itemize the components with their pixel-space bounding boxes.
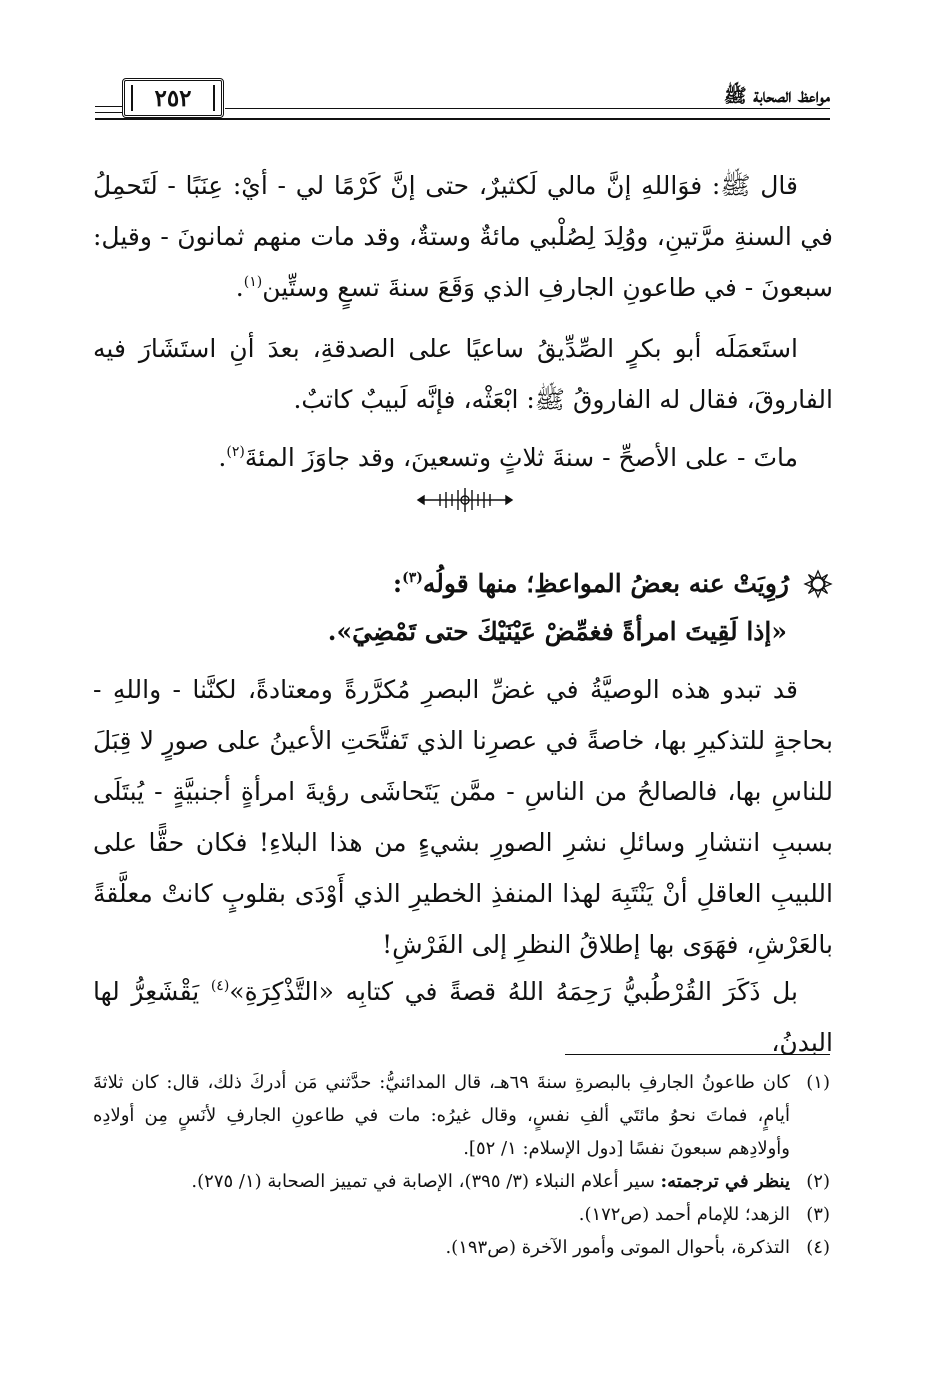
footnote-ref[interactable]: (٢) — [226, 444, 245, 460]
footnote-number: (٤) — [806, 1237, 830, 1258]
page-header — [95, 70, 830, 130]
quoted-saying: «إذا لَقِيتَ امرأةً فغمِّضْ عَيْنَيْكَ حتى تَمْضِيَ». — [327, 617, 787, 646]
footnote-separator — [565, 1054, 830, 1055]
footnote-2 — [93, 1165, 830, 1198]
punctuation: : — [392, 569, 403, 598]
section-divider-ornament-icon — [410, 486, 520, 514]
punctuation: . — [218, 443, 227, 472]
page-number: ٢٥٢ — [154, 84, 192, 112]
footnote-text — [93, 1165, 790, 1198]
footnotes — [93, 1066, 830, 1264]
running-title: مواعظ الصحابة ﷺ — [723, 85, 830, 107]
header-rule — [95, 106, 122, 107]
flower-bullet-icon — [803, 569, 833, 599]
footnote-text: التذكرة، بأحوال الموتى وأمور الآخرة (ص١٩٣). — [445, 1237, 790, 1258]
footnote-text: كان طاعونُ الجارفِ بالبصرةِ سنةَ ٦٩هـ، قال المدائنيُّ: حدَّثني مَن أدركَ ذلك، قال: كان ثلاثةَ أيامٍ، فماتَ نحوُ مائتَي ألفِ نفسٍ، وقال غيرُه: مات في طاعونِ الجارفِ لأنَسٍ مِن أولادِه وأولادِهم سبعونَ نفسًا [دول الإسلام: ١/ ٥٢]. — [93, 1072, 791, 1159]
paragraph-text: ماتَ - على الأصحِّ - سنةَ ثلاثٍ وتسعينَ، وقد جاوَزَ المئةَ — [244, 443, 798, 472]
footnote-number: (٢) — [806, 1171, 830, 1192]
footnote-ref[interactable]: (١) — [243, 274, 263, 290]
punctuation: . — [235, 273, 244, 302]
page-number-frame — [122, 78, 224, 118]
lead-text: رُوِيَتْ عنه بعضُ المواعظِ؛ منها قولُه — [422, 569, 789, 598]
paragraph-text: قال ﷺ: فوَاللهِ إنَّ مالي لَكثيرٌ، حتى إنَّ كَرْمًا لي - أيْ: عِنَبًا - لَتَحمِلُ في السنةِ مرَّتينِ، ووُلِدَ لِصُلْبي مائةٌ وستةٌ، وقد مات منهم ثمانونَ - وقيل: سبعونَ - في طاعونِ الجارفِ الذي وَقَعَ سنةَ تسعٍ وستِّين — [93, 171, 833, 302]
paragraph-text: قد تبدو هذه الوصيَّةُ في غضِّ البصرِ مُكرَّرةً ومعتادةً، لكنَّنا - واللهِ - بحاجةٍ للتذكيرِ بها، خاصةً في عصرِنا الذي تَفتَّحَتِ الأعينُ على صورٍ لا قِبَلَ للناسِ بها، فالصالحُ من الناسِ - ممَّن يَتَحاشَى رؤيةَ امرأةٍ أجنبيَّةٍ - يُبتَلَى بسببِ انتشارِ وسائلِ نشرِ الصورِ بشيءٍ من هذا البلاءِ! فكان حقًّا على اللبيبِ العاقلِ أنْ يَنْتَبِهَ لهذا المنفذِ الخطيرِ الذي أَوْدَى بقلوبٍ كانتْ معلَّقةً بالعَرْشِ، فهَوَى بها إطلاقُ النظرِ إلى الفَرْشِ! — [93, 675, 833, 959]
footnote-number: (٣) — [806, 1204, 830, 1225]
footnote-4 — [93, 1231, 830, 1264]
paragraph-2 — [93, 323, 833, 425]
paragraph-5 — [93, 966, 833, 1068]
lead-line — [93, 560, 833, 608]
paragraph-1 — [93, 160, 833, 313]
paragraph-3 — [93, 432, 833, 483]
footnote-bold-label: ينظر في ترجمته: — [660, 1171, 790, 1192]
footnote-3 — [93, 1198, 830, 1231]
footnote-ref[interactable]: (٣) — [402, 570, 423, 586]
footnote-number: (١) — [806, 1072, 830, 1093]
paragraph-text: بل ذَكَرَ القُرْطُبيُّ رَحِمَهُ اللهُ قصةً في كتابِه «التَّذْكِرَةِ» — [229, 977, 798, 1006]
saying-block — [93, 560, 833, 656]
footnote-text: الزهد؛ للإمام أحمد (ص١٧٢). — [578, 1204, 790, 1225]
footnote-ref[interactable]: (٤) — [210, 978, 230, 994]
paragraph-text: يَقْشَعِرُّ لها البدنُ، — [93, 977, 833, 1057]
footnote-1 — [93, 1066, 830, 1165]
header-rule — [225, 108, 830, 109]
header-rule — [95, 112, 122, 113]
paragraph-text: استَعمَلَه أبو بكرٍ الصِّدِّيقُ ساعيًا على الصدقةِ، بعدَ أنِ استَشَارَ فيه الفاروقَ، فقال له الفاروقُ ﷺ: ابْعَثْه، فإنَّه لَبيبٌ كاتبٌ. — [93, 334, 833, 414]
footnote-body: سير أعلام النبلاء (٣/ ٣٩٥)، الإصابة في تمييز الصحابة (١/ ٢٧٥). — [191, 1171, 661, 1192]
paragraph-4 — [93, 664, 833, 970]
header-double-rule — [95, 118, 830, 120]
